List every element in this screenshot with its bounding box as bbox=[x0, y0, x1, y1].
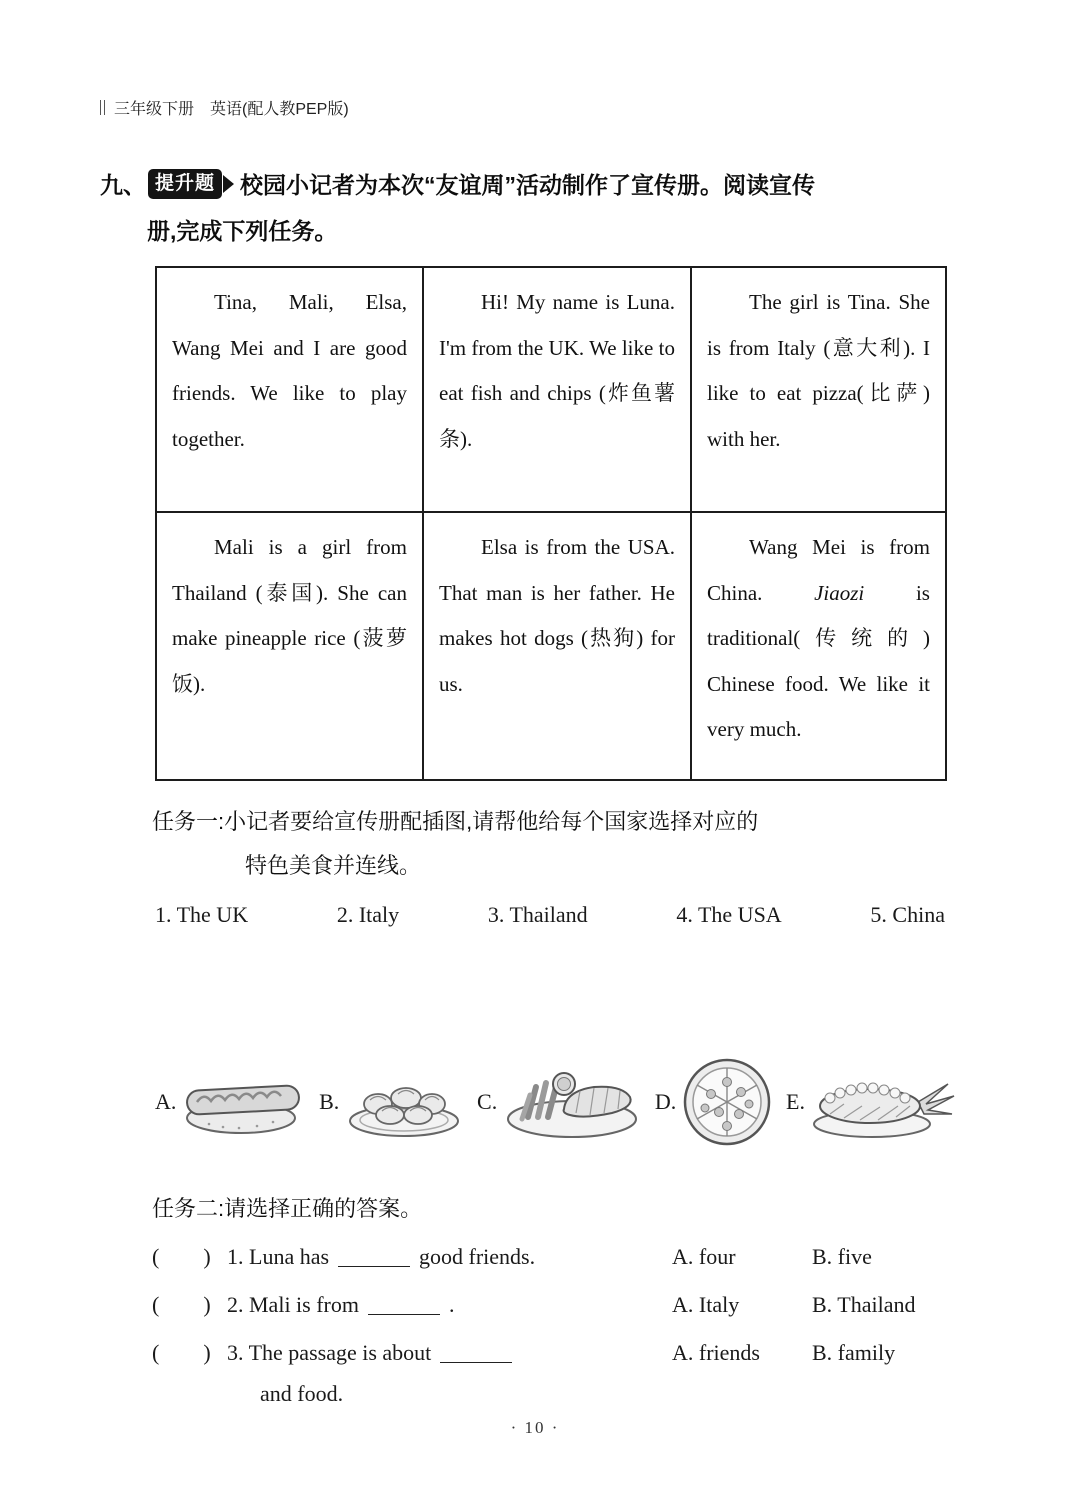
badge-arrow-icon bbox=[223, 175, 234, 193]
level-up-badge: 提升题 bbox=[148, 169, 222, 199]
mcq-text-1 bbox=[227, 1244, 672, 1270]
mcq3-before: 3. The passage is about bbox=[227, 1340, 432, 1365]
mcq-text-2 bbox=[227, 1292, 672, 1318]
country-italy: 2. Italy bbox=[336, 902, 400, 927]
section-9-intro-line1: 校园小记者为本次“友谊周”活动制作了宣传册。阅读宣传 bbox=[240, 172, 816, 198]
fish-and-chips-icon bbox=[502, 1061, 642, 1143]
food-options-row bbox=[155, 1056, 955, 1148]
mcq-question-1 bbox=[152, 1240, 962, 1271]
food-label-b: B. bbox=[319, 1089, 340, 1114]
mcq-question-3 bbox=[152, 1336, 962, 1367]
section-9-line1 bbox=[100, 167, 970, 200]
brochure-text-2: Hi! My name is Luna. I'm from the UK. We like to eat fish and chips (炸鱼薯条). bbox=[439, 290, 675, 451]
brochure-cell-2 bbox=[423, 267, 691, 512]
food-label-d: D. bbox=[654, 1089, 677, 1114]
brochure-row-1 bbox=[156, 267, 946, 512]
mcq1-after: good friends. bbox=[419, 1244, 536, 1269]
brochure-cell-5 bbox=[423, 512, 691, 780]
brochure-row-2 bbox=[156, 512, 946, 780]
brochure-text-6 bbox=[707, 525, 930, 753]
mcq1-option-a: A. four bbox=[672, 1244, 736, 1269]
country-thailand: 3. Thailand bbox=[487, 902, 588, 927]
task1-line1: 任务一:小记者要给宣传册配插图,请帮他给每个国家选择对应的 bbox=[152, 809, 759, 834]
brochure-cell-4 bbox=[156, 512, 423, 780]
dumplings-icon bbox=[344, 1066, 464, 1138]
mcq3-blank bbox=[440, 1343, 512, 1363]
mcq1-option-b: B. five bbox=[812, 1244, 872, 1269]
food-option-a bbox=[155, 1066, 306, 1138]
food-label-a: A. bbox=[155, 1089, 177, 1114]
food-label-e: E. bbox=[786, 1089, 805, 1114]
page-number: · 10 · bbox=[510, 1418, 560, 1437]
food-option-b bbox=[319, 1066, 464, 1138]
section-9-intro-line2: 册,完成下列任务。 bbox=[147, 218, 338, 244]
mcq3-continuation: and food. bbox=[260, 1381, 344, 1406]
brochure-cell-6 bbox=[691, 512, 946, 780]
header-title: 三年级下册 英语(配人教PEP版) bbox=[114, 101, 349, 118]
brochure-text-6-pre: Wang Mei is from China. bbox=[707, 535, 930, 605]
brochure-cell-3 bbox=[691, 267, 946, 512]
task2-questions bbox=[152, 1240, 962, 1407]
country-china: 5. China bbox=[870, 902, 945, 927]
brochure-table bbox=[155, 266, 947, 781]
food-option-d bbox=[655, 1056, 773, 1148]
mcq2-blank bbox=[368, 1295, 440, 1315]
hot-dog-icon bbox=[181, 1066, 306, 1138]
food-option-c bbox=[477, 1061, 642, 1143]
mcq-question-2 bbox=[152, 1288, 962, 1319]
brochure-text-1: Tina, Mali, Elsa, Wang Mei and I are good friends. We like to play together. bbox=[172, 290, 407, 451]
brochure-text-6-italic: Jiaozi bbox=[814, 580, 865, 605]
mcq3-option-b: B. family bbox=[812, 1340, 896, 1365]
mcq2-after: . bbox=[449, 1292, 455, 1317]
question-number: 九、 bbox=[100, 172, 146, 198]
section-9-heading bbox=[100, 167, 970, 246]
pizza-icon bbox=[681, 1056, 773, 1148]
mcq3-option-a: A. friends bbox=[672, 1340, 760, 1365]
mcq1-blank bbox=[338, 1247, 410, 1267]
country-usa: 4. The USA bbox=[676, 902, 782, 927]
answer-parentheses-2: ( ) bbox=[152, 1292, 211, 1317]
mcq2-option-a: A. Italy bbox=[672, 1292, 740, 1317]
brochure-text-5: Elsa is from the USA. That man is her father. He makes hot dogs (热狗) for us. bbox=[439, 535, 675, 696]
task2-title: 任务二:请选择正确的答案。 bbox=[152, 1196, 423, 1221]
mcq1-before: 1. Luna has bbox=[227, 1244, 330, 1269]
brochure-text-4: Mali is a girl from Thailand (泰国). She can make pineapple rice (菠萝饭). bbox=[172, 535, 407, 696]
country-list bbox=[155, 902, 945, 928]
mcq2-option-b: B. Thailand bbox=[812, 1292, 916, 1317]
brochure-text-3: The girl is Tina. She is from Italy (意大利). I like to eat pizza(比萨) with her. bbox=[707, 290, 930, 451]
pineapple-rice-icon bbox=[810, 1062, 955, 1142]
task1-line2: 特色美食并连线。 bbox=[245, 853, 422, 878]
brochure-cell-1 bbox=[156, 267, 423, 512]
food-label-c: C. bbox=[477, 1089, 498, 1114]
mcq-text-3 bbox=[227, 1340, 672, 1366]
answer-parentheses-1: ( ) bbox=[152, 1244, 211, 1269]
food-option-e bbox=[786, 1062, 955, 1142]
country-uk: 1. The UK bbox=[155, 902, 249, 927]
page-header bbox=[100, 96, 970, 119]
mcq2-before: 2. Mali is from bbox=[227, 1292, 359, 1317]
header-rule-icon bbox=[100, 100, 105, 115]
brochure-text-6-post: is traditional(传统的) Chinese food. We like it very much. bbox=[707, 580, 930, 741]
answer-parentheses-3: ( ) bbox=[152, 1340, 211, 1365]
